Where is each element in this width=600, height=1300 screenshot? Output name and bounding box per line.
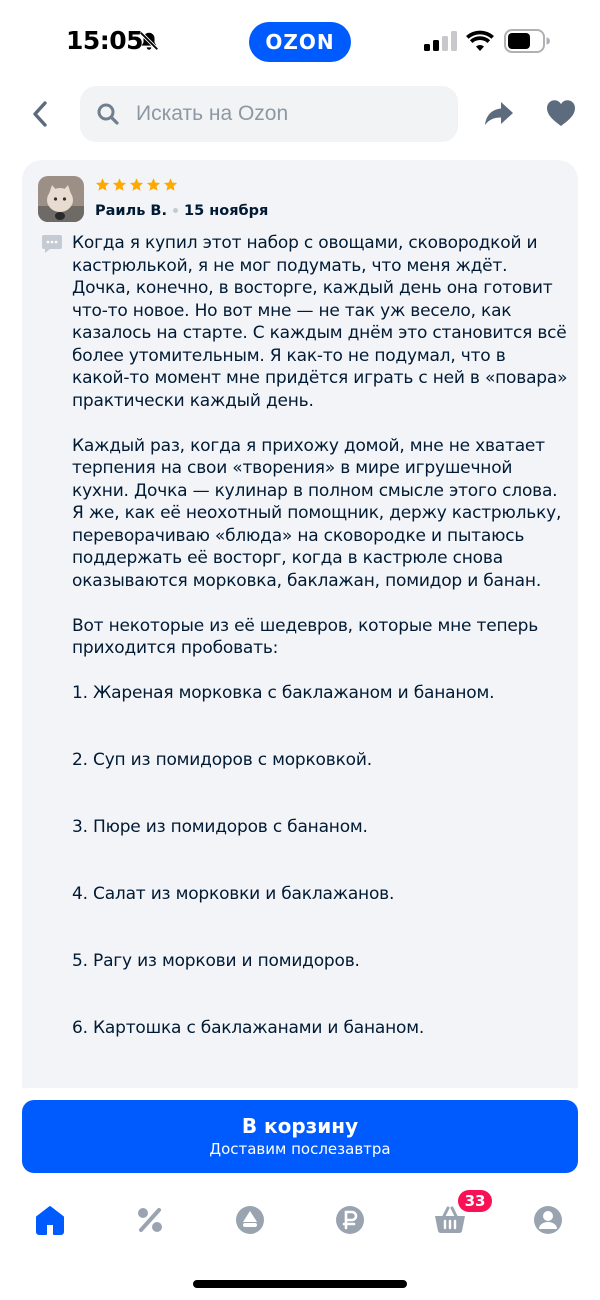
star-icon bbox=[129, 177, 144, 192]
review-meta bbox=[95, 203, 268, 219]
list-item: 1. Жареная морковка с баклажаном и бананом. bbox=[72, 683, 495, 703]
search-icon bbox=[96, 102, 120, 126]
home-indicator[interactable] bbox=[193, 1280, 407, 1288]
share-icon[interactable] bbox=[482, 96, 516, 130]
delivery-subtitle: Доставим послезавтра bbox=[209, 1140, 391, 1158]
search-header bbox=[0, 84, 600, 144]
bell-slash-icon bbox=[138, 30, 160, 52]
review-date: 15 ноября bbox=[183, 203, 269, 219]
add-to-cart-button[interactable] bbox=[22, 1100, 578, 1173]
add-to-cart-label: В корзину bbox=[241, 1114, 359, 1138]
finance-icon bbox=[334, 1204, 366, 1236]
wifi-icon bbox=[466, 30, 494, 52]
separator-dot bbox=[173, 208, 178, 213]
home-icon bbox=[34, 1204, 66, 1236]
review-paragraph: Когда я купил этот набор с овощами, сковородкой и кастрюлькой, я не мог подумать, что меня ждёт. Дочка, конечно, в восторге, каждый день она готовит что-то новое. Но вот мне — не так уж весело, как казалось на старте. С каждым днём это становится всё более утомительным. Я как-то не подумал, что в какой-то момент мне придётся играть с ней в «повара» практически каждый день. bbox=[72, 233, 568, 411]
list-item: 6. Картошка с баклажанами и бананом. bbox=[72, 1018, 425, 1038]
review-author[interactable]: Раиль В. bbox=[95, 203, 167, 219]
status-bar bbox=[0, 0, 600, 84]
star-icon bbox=[146, 177, 161, 192]
back-arrow-icon bbox=[31, 100, 49, 128]
heart-icon[interactable] bbox=[544, 96, 578, 130]
avatar[interactable] bbox=[38, 176, 84, 222]
list-item: 5. Рагу из моркови и помидоров. bbox=[72, 951, 360, 971]
search-box[interactable] bbox=[80, 86, 458, 142]
fresh-icon bbox=[234, 1204, 266, 1236]
tab-profile[interactable] bbox=[528, 1200, 568, 1240]
tab-finance[interactable] bbox=[330, 1200, 370, 1240]
signal-icon bbox=[424, 31, 458, 51]
profile-icon bbox=[532, 1204, 564, 1236]
tab-fresh[interactable] bbox=[230, 1200, 270, 1240]
status-time: 15:05 bbox=[66, 26, 144, 55]
review-text bbox=[72, 232, 568, 1084]
list-item: 3. Пюре из помидоров с бананом. bbox=[72, 817, 368, 837]
list-item: 2. Суп из помидоров с морковкой. bbox=[72, 750, 372, 770]
cart-count-badge: 33 bbox=[458, 1190, 492, 1212]
list-item: 4. Салат из морковки и баклажанов. bbox=[72, 884, 395, 904]
discount-icon bbox=[135, 1205, 165, 1235]
ozon-logo: OZON bbox=[249, 22, 351, 62]
star-icon bbox=[163, 177, 178, 192]
review-card bbox=[22, 160, 578, 1088]
rating-stars bbox=[95, 177, 178, 193]
tab-bar bbox=[0, 1192, 600, 1248]
back-button[interactable] bbox=[22, 94, 58, 134]
tab-home[interactable] bbox=[30, 1200, 70, 1240]
review-paragraph: Каждый раз, когда я прихожу домой, мне не хватает терпения на свои «творения» в мире игрушечной кухни. Дочка — кулинар в полном смысле этого слова. Я же, как её неохотный помощник, держу кастрюльку, переворачиваю «блюда» на сковородке и пытаюсь поддержать её восторг, когда в кастрюле снова оказываются морковка, баклажан, помидор и банан. bbox=[72, 435, 562, 591]
star-icon bbox=[95, 177, 110, 192]
review-paragraph: Вот некоторые из её шедевров, которые мне теперь приходится пробовать: bbox=[72, 615, 539, 658]
star-icon bbox=[112, 177, 127, 192]
tab-discounts[interactable] bbox=[130, 1200, 170, 1240]
search-input[interactable] bbox=[136, 86, 446, 142]
battery-icon bbox=[504, 29, 550, 53]
comment-icon bbox=[41, 234, 63, 254]
